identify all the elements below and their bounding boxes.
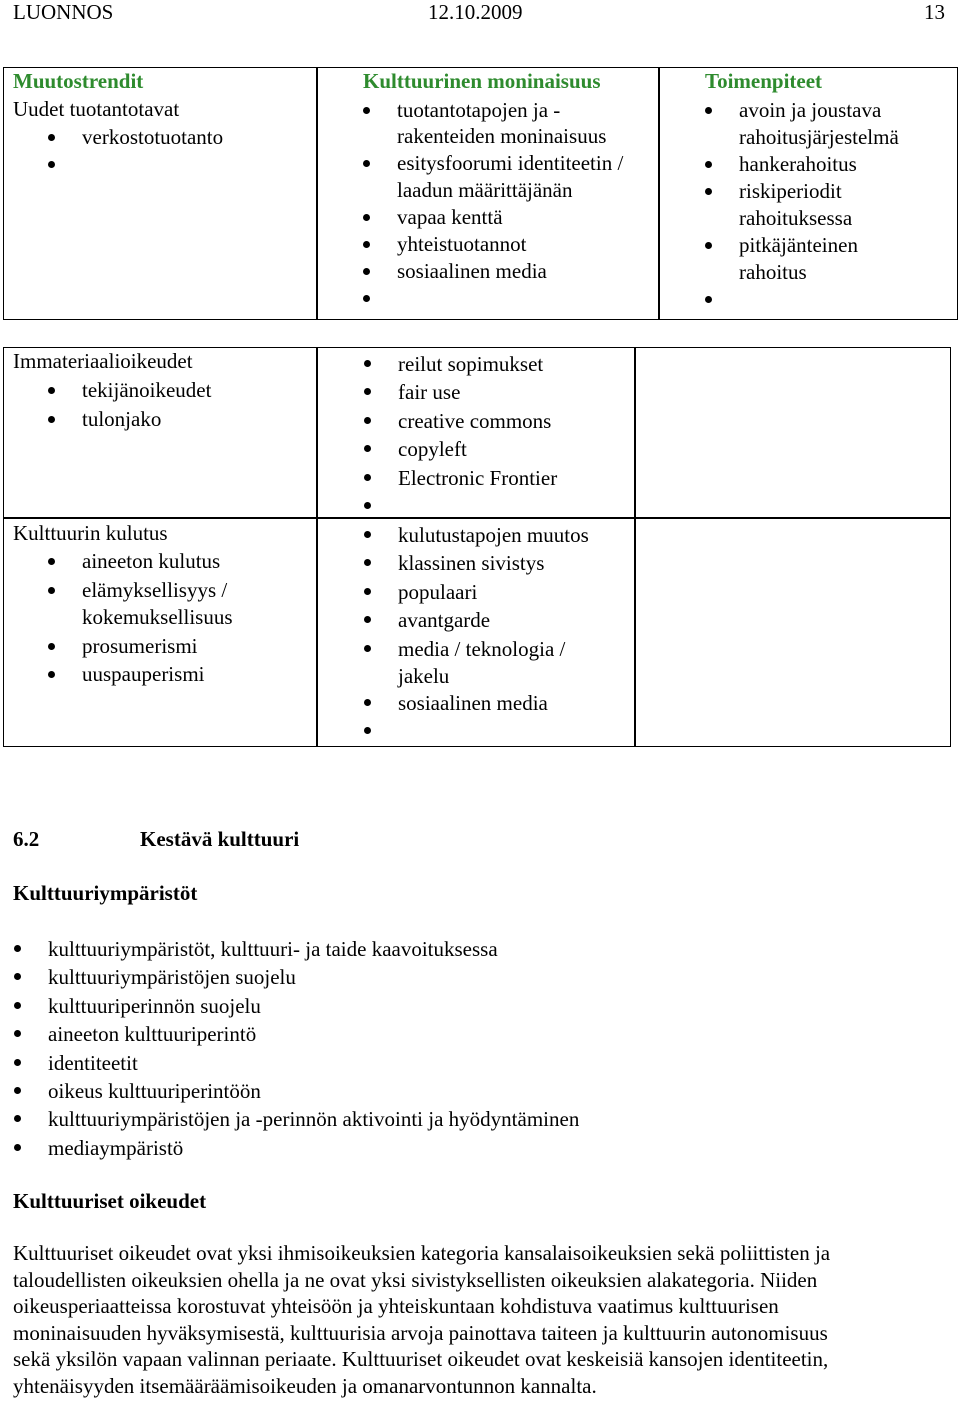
draft-label: LUONNOS xyxy=(13,0,114,24)
list-item-continued: jakelu xyxy=(398,664,450,689)
col1-list xyxy=(82,124,223,178)
subheading-kulttuuriymparistot: Kulttuuriympäristöt xyxy=(13,881,198,905)
list-item xyxy=(398,717,589,745)
subheading-kulttuuriset-oikeudet: Kulttuuriset oikeudet xyxy=(13,1189,207,1213)
list-item: media / teknologia / xyxy=(398,635,589,663)
page-number: 13 xyxy=(924,0,945,24)
list-item: yhteistuotannot xyxy=(397,231,623,258)
list-item: verkostotuotanto xyxy=(82,125,224,149)
list-item: fair use xyxy=(398,378,557,406)
list-item: tekijänoikeudet xyxy=(82,378,212,402)
row1-title: Immateriaalioikeudet xyxy=(13,349,193,373)
paragraph-line: sekä yksilön vapaan valinnan periaate. Kulttuuriset oikeudet ovat keskeisiä kansojen identiteetin, xyxy=(13,1347,829,1372)
row2-col1-list xyxy=(82,548,233,688)
list-item: mediaympäristö xyxy=(48,1134,579,1162)
paragraph-line: oikeusperiaatteissa korostuvat yhteisöön ja yhteiskuntaan kohdistuva vaatimus kulttuurisen xyxy=(13,1294,779,1319)
list-item: copyleft xyxy=(398,435,557,463)
list-item: kulttuuriympäristöjen suojelu xyxy=(48,963,579,991)
list-item: Electronic Frontier xyxy=(398,464,557,492)
table2-r2c3-cell xyxy=(634,517,951,747)
header-toimenpiteet: Toimenpiteet xyxy=(705,69,823,93)
row1-col2-list xyxy=(398,350,557,520)
paragraph-line: Kulttuuriset oikeudet ovat yksi ihmisoikeuksien kategoria kansalaisoikeuksien sekä poliittisten ja xyxy=(13,1241,831,1265)
row2-title: Kulttuurin kulutus xyxy=(13,521,168,545)
col3-list xyxy=(739,97,899,313)
list-item: identiteetit xyxy=(48,1049,579,1077)
col2-list xyxy=(397,97,623,312)
table2-r1c3-cell xyxy=(634,347,951,519)
paragraph-line: moninaisuuden hyväksymisestä, kulttuurisia arvoja painottava taiteen ja kulttuurin autonomisuus xyxy=(13,1320,828,1345)
list-item: riskiperiodit xyxy=(739,178,899,205)
list-item: pitkäjänteinen xyxy=(739,232,899,259)
list-item: reilut sopimukset xyxy=(398,350,557,378)
list-item-continued: kokemuksellisuus xyxy=(82,605,233,629)
list-item: aineeton kulttuuriperintö xyxy=(48,1020,579,1048)
kulttuuriymparistot-list xyxy=(48,935,579,1162)
list-item: avantgarde xyxy=(398,606,589,634)
list-item-continued: rahoituksessa xyxy=(739,206,853,230)
list-item: vapaa kenttä xyxy=(397,204,623,231)
list-item: uuspauperismi xyxy=(82,661,233,688)
list-item-continued: rakenteiden moninaisuus xyxy=(397,124,607,148)
header-kulttuurinen-moninaisuus: Kulttuurinen moninaisuus xyxy=(363,69,601,93)
list-item: sosiaalinen media xyxy=(397,258,623,285)
section-number: 6.2 xyxy=(13,827,40,851)
list-item xyxy=(398,492,557,520)
list-item: hankerahoitus xyxy=(739,151,899,178)
list-item: aineeton kulutus xyxy=(82,548,233,575)
list-item xyxy=(397,285,623,312)
paragraph-line: taloudellisten oikeuksien ohella ja ne ovat yksi sivistyksellisten oikeuksien alakategoria. Niiden xyxy=(13,1267,818,1292)
list-item xyxy=(82,151,223,178)
list-item-continued: rahoitus xyxy=(739,260,807,284)
row2-col2-list xyxy=(398,521,589,746)
row1-col1-list xyxy=(82,377,211,433)
header-muutostrendit: Muutostrendit xyxy=(13,69,144,93)
list-item: klassinen sivistys xyxy=(398,549,589,577)
header-date: 12.10.2009 xyxy=(428,0,523,24)
list-item: elämyksellisyys / xyxy=(82,577,233,604)
list-item: avoin ja joustava xyxy=(739,97,899,124)
list-item: tulonjako xyxy=(82,406,211,433)
list-item-continued: rahoitusjärjestelmä xyxy=(739,125,899,149)
paragraph-line: yhtenäisyyden itsemääräämisoikeuden ja omanarvontunnon kannalta. xyxy=(13,1373,597,1398)
list-item: kulttuuriperinnön suojelu xyxy=(48,992,579,1020)
list-item: esitysfoorumi identiteetin / xyxy=(397,151,624,175)
list-item: prosumerismi xyxy=(82,633,233,660)
kulttuuriset-oikeudet-paragraph xyxy=(13,1240,943,1400)
list-item: sosiaalinen media xyxy=(398,689,589,717)
list-item: populaari xyxy=(398,578,589,606)
list-item: kulutustapojen muutos xyxy=(398,521,589,549)
list-item xyxy=(739,286,899,313)
list-item: creative commons xyxy=(398,407,557,435)
list-item: tuotantotapojen ja - xyxy=(397,97,623,124)
page-header xyxy=(0,0,960,26)
list-item-continued: laadun määrittäjänän xyxy=(397,178,573,202)
list-item: oikeus kulttuuriperintöön xyxy=(48,1077,579,1105)
list-item: kulttuuriympäristöt, kulttuuri- ja taide kaavoituksessa xyxy=(48,935,579,963)
section-title: Kestävä kulttuuri xyxy=(140,827,300,851)
col1-title: Uudet tuotantotavat xyxy=(13,97,180,121)
list-item: kulttuuriympäristöjen ja -perinnön aktivointi ja hyödyntäminen xyxy=(48,1105,579,1133)
